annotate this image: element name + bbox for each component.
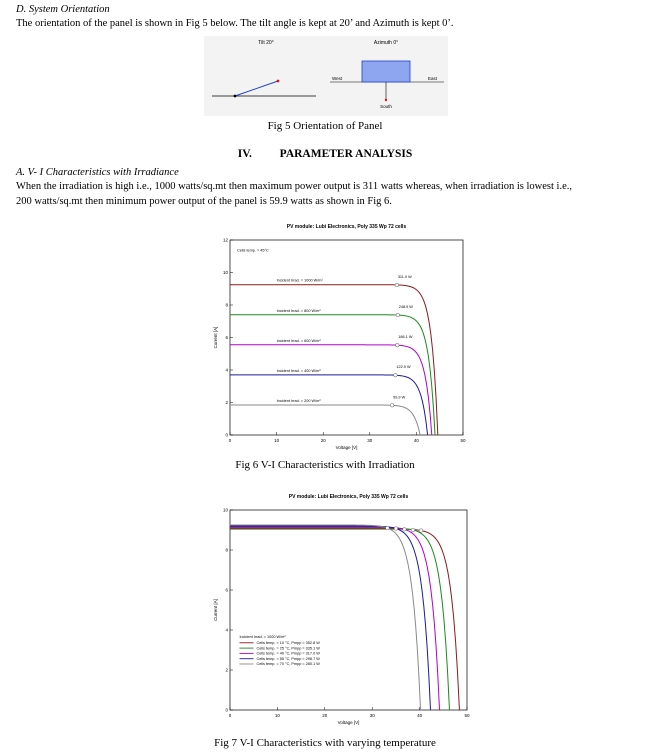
section-d-body: The orientation of the panel is shown in Fig 5 below. The tilt angle is kept at 20’ and Azimuth is kept 0’. (16, 18, 454, 29)
section-a-body-line2: 200 watts/sq.mt then minimum power output of the panel is 59.9 watts as shown in Fig 6. (16, 196, 392, 207)
y-tick-label: 2 (225, 400, 228, 405)
section-iv-number: IV. (237, 148, 252, 160)
power-label-4: 59.9 W (393, 395, 406, 400)
mpp-marker-4 (390, 403, 394, 407)
fig5-caption: Fig 5 Orientation of Panel (267, 120, 383, 132)
y-axis-label: Current [A] (213, 599, 218, 621)
mpp-marker-0 (419, 529, 423, 533)
series-label-3: Incident Irrad. = 400 W/m² (276, 368, 321, 373)
fig5-tilt-label: Tilt 20° (258, 40, 274, 46)
legend-title: Incident Irrad. = 1000 W/m² (239, 635, 286, 639)
x-tick-label: 20 (320, 438, 326, 443)
x-tick-label: 50 (460, 438, 466, 443)
fig5-south-marker (385, 99, 387, 101)
fig5-azimuth-label: Azimuth 0° (373, 40, 399, 46)
fig5-east-label: East (427, 76, 437, 81)
fig7-chart (200, 488, 475, 736)
chart-title: PV module: Lubi Electronics, Poly 335 Wp 72 cells (288, 494, 409, 500)
section-a-body-line1: When the irradiation is high i.e., 1000 watts/sq.mt then maximum power output is 311 watts whereas, when irradiation is lowest i.e., (16, 181, 573, 192)
y-tick-label: 6 (225, 587, 228, 593)
y-tick-label: 10 (222, 507, 228, 513)
y-tick-label: 4 (225, 367, 228, 373)
mpp-marker-4 (386, 526, 390, 530)
power-label-3: 122.9 W (396, 365, 411, 370)
legend-entry-4: Cells temp. = 70 °C, Pmpp = 280.1 W (256, 662, 320, 667)
fig5-panel-line (235, 81, 278, 96)
y-tick-label: 2 (225, 667, 228, 673)
y-tick-label: 6 (225, 335, 228, 340)
plot-area (230, 240, 463, 435)
fig5-south-label: South (380, 104, 392, 109)
x-tick-label: 40 (413, 438, 419, 443)
legend-entry-0: Cells temp. = 10 °C, Pmpp = 352.8 W (256, 641, 320, 645)
fig5-panel-tip (277, 80, 280, 83)
mpp-marker-0 (395, 283, 399, 287)
y-tick-label: 0 (225, 432, 228, 438)
fig5-west-label: West (332, 76, 343, 81)
mpp-marker-2 (395, 343, 399, 347)
section-iv-heading (0, 148, 650, 160)
power-label-1: 248.9 W (398, 305, 413, 310)
mpp-marker-1 (411, 528, 415, 532)
mpp-marker-2 (403, 528, 407, 532)
mpp-marker-1 (396, 313, 400, 317)
fig6-caption: Fig 6 V-I Characteristics with Irradiation (235, 459, 415, 471)
x-tick-label: 30 (367, 438, 373, 443)
chart-annotation: Cells temp. = 45°C (236, 248, 269, 253)
x-tick-label: 10 (274, 713, 280, 718)
x-tick-label: 0 (228, 438, 232, 443)
y-tick-label: 8 (225, 302, 228, 308)
power-label-0: 311.0 W (397, 274, 412, 279)
fig7-caption: Fig 7 V-I Characteristics with varying temperature (214, 737, 436, 749)
fig5-diagram (204, 36, 448, 116)
fig5-pivot-point (234, 95, 237, 98)
section-d-heading: D. System Orientation (16, 4, 110, 15)
chart-title: PV module: Lubi Electronics, Poly 335 Wp 72 cells (286, 224, 407, 230)
series-label-4: Incident Irrad. = 200 W/m² (276, 398, 321, 403)
fig7-chart-container (200, 488, 475, 736)
x-tick-label: 10 (274, 438, 280, 443)
plot-area (230, 510, 467, 710)
x-tick-label: 50 (464, 713, 470, 718)
x-tick-label: 20 (322, 713, 328, 718)
y-tick-label: 4 (225, 627, 228, 633)
y-axis-label: Current [A] (213, 326, 218, 349)
y-tick-label: 0 (225, 707, 228, 713)
mpp-marker-3 (394, 373, 398, 377)
section-a-heading: A. V- I Characteristics with Irradiance (16, 167, 179, 178)
mpp-marker-3 (394, 527, 398, 531)
y-tick-label: 10 (222, 270, 228, 275)
legend-entry-2: Cells temp. = 40 °C, Pmpp = 317.0 W (256, 651, 320, 656)
section-iv-title: PARAMETER ANALYSIS (279, 148, 413, 160)
x-axis-label: Voltage [V] (337, 720, 360, 725)
x-tick-label: 30 (369, 713, 375, 718)
x-tick-label: 0 (228, 713, 232, 718)
legend-entry-3: Cells temp. = 55 °C, Pmpp = 298.7 W (256, 656, 320, 661)
power-label-2: 186.1 W (398, 335, 413, 340)
series-label-1: Incident Irrad. = 800 W/m² (276, 308, 321, 313)
x-axis-label: Voltage [V] (335, 445, 358, 450)
fig5-panel-plan (362, 61, 410, 82)
series-label-2: Incident Irrad. = 600 W/m² (276, 338, 321, 343)
series-label-0: Incident Irrad. = 1000 W/m² (276, 278, 323, 283)
legend-entry-1: Cells temp. = 25 °C, Pmpp = 335.1 W (256, 646, 320, 651)
fig6-chart (200, 218, 475, 456)
fig6-chart-container (200, 218, 475, 456)
y-tick-label: 12 (222, 237, 228, 243)
fig5-panel (204, 36, 448, 116)
x-tick-label: 40 (417, 713, 423, 718)
y-tick-label: 8 (225, 547, 228, 553)
